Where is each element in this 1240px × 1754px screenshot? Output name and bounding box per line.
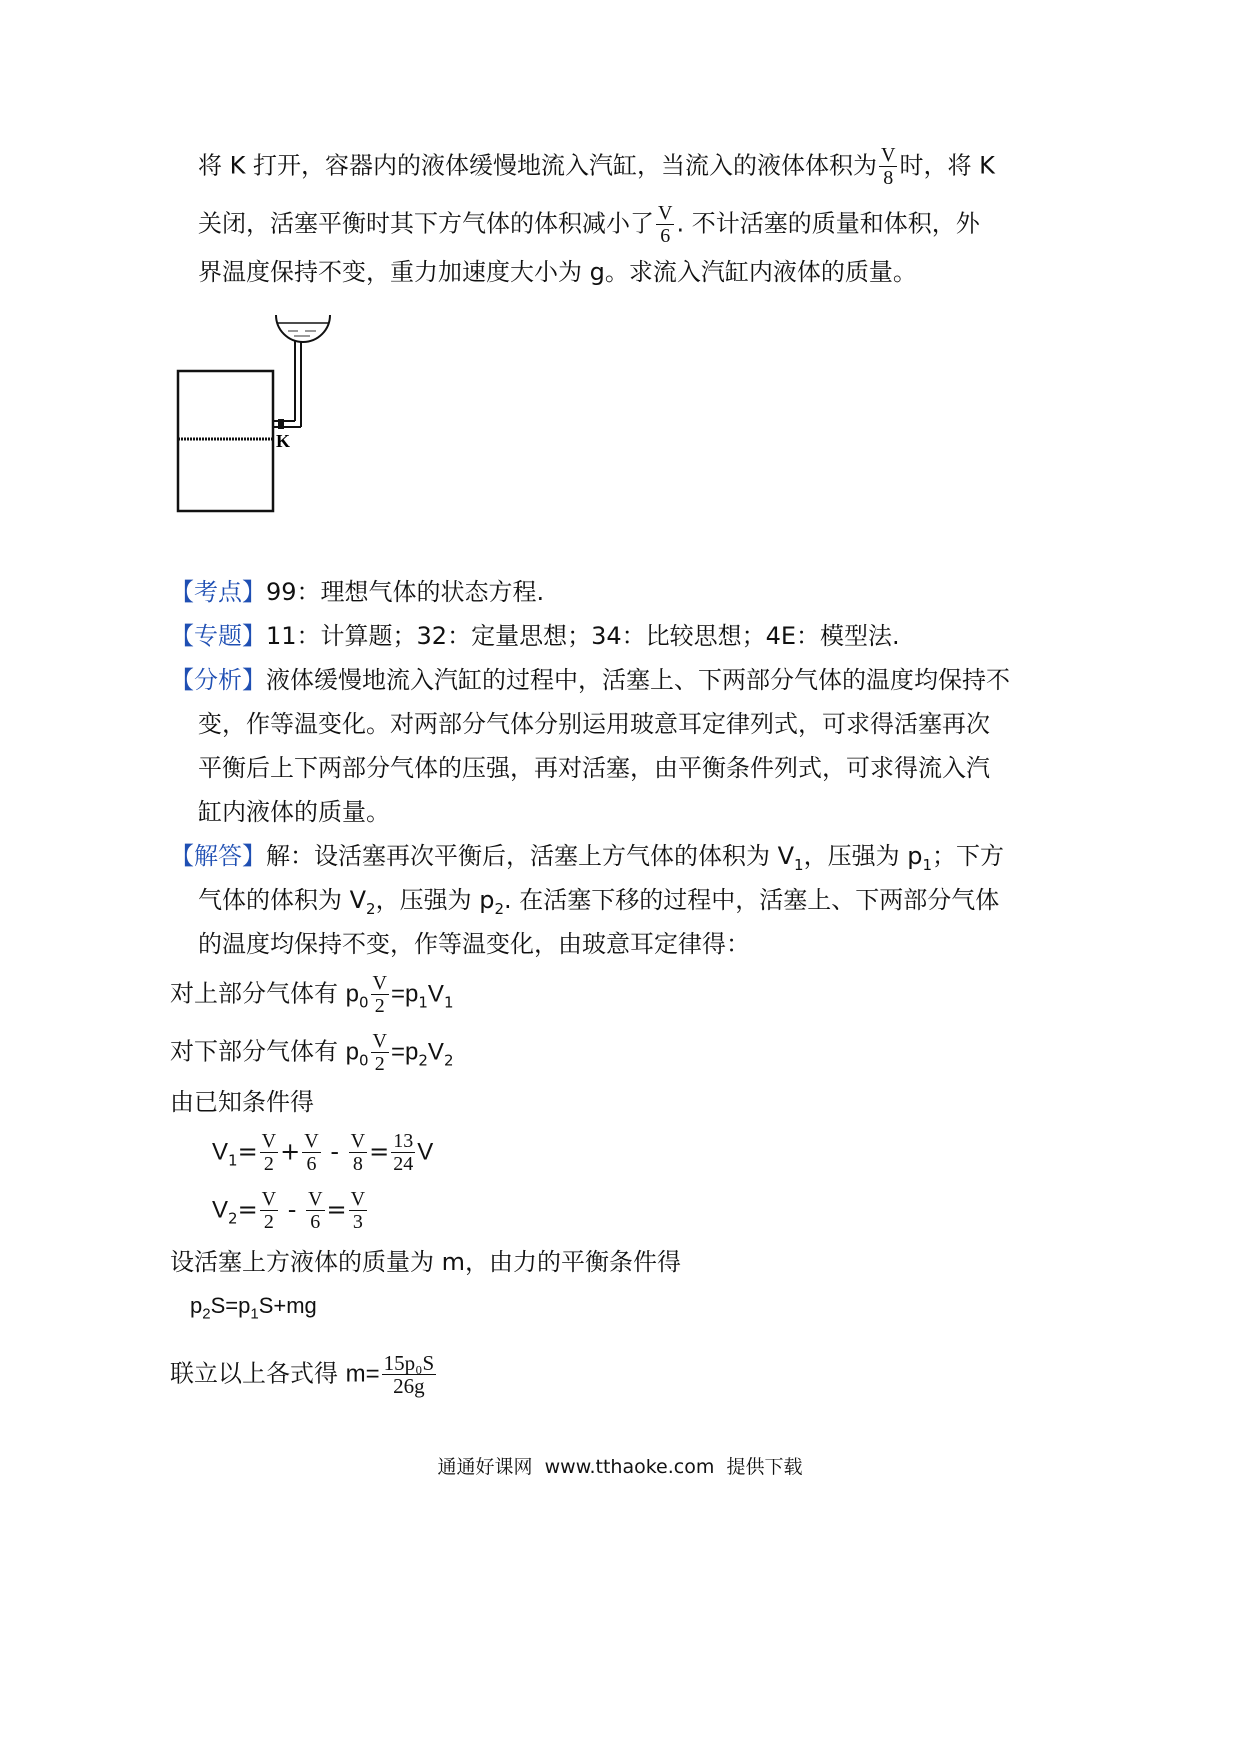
eq-text: - (287, 1195, 297, 1224)
problem-text: 关闭，活塞平衡时其下方气体的体积减小了 (198, 209, 654, 238)
subscript: 2 (443, 1051, 454, 1070)
problem-line-2 (198, 202, 980, 247)
frac-num: V (658, 202, 673, 224)
eq-label: 联立以上各式得 (170, 1359, 338, 1388)
fraction (260, 1188, 278, 1233)
subscript: 1 (418, 993, 428, 1012)
eq-text: =p (391, 980, 419, 1008)
kaodian-tag: 【考点】 (170, 578, 266, 606)
eq-text: p (345, 980, 359, 1008)
fraction (306, 1188, 324, 1233)
frac-den: 24 (393, 1153, 414, 1175)
frac-num: V (372, 1030, 387, 1052)
fraction-v-6 (656, 202, 674, 247)
balance-equation (190, 1292, 317, 1328)
result-equation (170, 1352, 438, 1397)
jieda-line-2 (198, 886, 999, 923)
cylinder (178, 371, 273, 511)
fenxi-tag: 【分析】 (170, 666, 266, 694)
fenxi-line-2: 变，作等温变化。对两部分气体分别运用玻意耳定律列式，可求得活塞再次 (198, 710, 990, 738)
fraction (371, 972, 389, 1017)
jieda-row (170, 842, 1004, 879)
jieda-line-3: 的温度均保持不变，作等温变化，由玻意耳定律得： (198, 930, 750, 958)
subscript: 1 (250, 1305, 259, 1323)
subscript: 0 (359, 1051, 369, 1070)
frac-num: V (350, 1130, 366, 1152)
jieda-tag: 【解答】 (170, 842, 266, 870)
frac-den: 2 (374, 995, 385, 1017)
frac-den: 8 (883, 167, 894, 189)
eq-text: V (212, 1196, 229, 1224)
fraction (382, 1352, 437, 1397)
jieda-text: ，压强为 p (375, 886, 495, 914)
problem-text: . 不计活塞的质量和体积，外 (676, 209, 980, 238)
jieda-text: . 在活塞下移的过程中，活塞上、下两部分气体 (504, 886, 1000, 914)
frac-den: 8 (352, 1153, 363, 1175)
problem-line-1 (198, 144, 995, 189)
subscript: 2 (366, 899, 376, 918)
jieda-text: ；下方 (932, 842, 1005, 870)
eq-text: V (427, 1038, 444, 1066)
eq-text: V (417, 1138, 434, 1166)
footer: 通通好课网 www.tthaoke.com 提供下载 (437, 1456, 803, 1478)
fraction (371, 1030, 389, 1075)
fenxi-row (170, 666, 1010, 694)
frac-num: V (372, 972, 387, 994)
frac-den: 6 (660, 225, 671, 247)
subscript: 2 (418, 1051, 428, 1070)
fraction (391, 1130, 415, 1175)
eq-text: =p (391, 1038, 419, 1066)
fenxi-line-3: 平衡后上下两部分气体的压强，再对活塞，由平衡条件列式，可求得流入汽 (198, 754, 990, 782)
fraction (349, 1188, 367, 1233)
frac-num: 13 (393, 1130, 414, 1152)
known-conditions: 由已知条件得 (170, 1088, 314, 1116)
frac-num: V (881, 144, 896, 166)
problem-text: 将 K 打开，容器内的液体缓慢地流入汽缸，当流入的液体体积为 (198, 151, 877, 180)
jieda-text: 气体的体积为 V (198, 886, 367, 914)
subscript: 1 (443, 993, 454, 1012)
frac-den: 6 (310, 1211, 321, 1233)
zhuanti-row (170, 622, 900, 650)
problem-line-3: 界温度保持不变，重力加速度大小为 g。求流入汽缸内液体的质量。 (198, 258, 917, 286)
funnel-bowl (276, 315, 330, 342)
frac-num: V (350, 1188, 366, 1210)
fenxi-text: 液体缓慢地流入汽缸的过程中，活塞上、下两部分气体的温度均保持不 (266, 666, 1010, 694)
zhuanti-text: 11：计算题；32：定量思想；34：比较思想；4E：模型法. (266, 622, 900, 650)
frac-den: 3 (352, 1211, 363, 1233)
jieda-text: ，压强为 p (803, 842, 923, 870)
frac-den: 2 (263, 1211, 274, 1233)
fraction (349, 1130, 367, 1175)
equation-upper-gas (170, 972, 453, 1017)
eq-text: p (190, 1293, 203, 1318)
fraction (302, 1130, 320, 1175)
zhuanti-tag: 【专题】 (170, 622, 266, 650)
eq-text: p (345, 1038, 359, 1066)
eq-text: = (369, 1137, 390, 1166)
jieda-text: 解：设活塞再次平衡后，活塞上方气体的体积为 V (266, 842, 795, 870)
frac-num: V (261, 1188, 277, 1210)
eq-text: V (427, 980, 444, 1008)
subscript: 2 (228, 1209, 238, 1228)
frac-den: 6 (306, 1153, 317, 1175)
eq-text: S+mg (258, 1293, 317, 1318)
fraction (260, 1130, 278, 1175)
kaodian-text: 99：理想气体的状态方程. (266, 578, 545, 606)
frac-den: 2 (374, 1053, 385, 1075)
frac-num: 15p₀S (383, 1351, 435, 1375)
frac-num: V (304, 1130, 319, 1152)
eq-text: = (237, 1195, 258, 1224)
eq-text: S=p (210, 1293, 251, 1318)
eq-text: = (237, 1137, 258, 1166)
kaodian-row (170, 578, 544, 606)
subscript: 1 (228, 1151, 238, 1170)
subscript: 2 (202, 1305, 211, 1323)
valve-label: K (276, 431, 291, 451)
eq-text: m= (345, 1360, 380, 1388)
subscript: 1 (794, 855, 804, 874)
eq-text: + (280, 1137, 301, 1166)
eq-text: V (212, 1138, 229, 1166)
subscript: 1 (922, 855, 933, 874)
subscript: 2 (494, 899, 505, 918)
equation-v2 (212, 1188, 369, 1233)
mass-line: 设活塞上方液体的质量为 m，由力的平衡条件得 (170, 1248, 682, 1276)
frac-den: 2 (263, 1153, 274, 1175)
frac-den: 26g (393, 1374, 425, 1398)
eq-label: 对上部分气体有 (170, 979, 338, 1008)
eq-text: = (326, 1195, 347, 1224)
frac-num: V (308, 1188, 323, 1210)
equation-lower-gas (170, 1030, 453, 1075)
frac-num: V (261, 1130, 277, 1152)
equation-v1 (212, 1130, 433, 1175)
problem-text: 时，将 K (899, 151, 995, 180)
eq-text: - (330, 1137, 339, 1166)
eq-label: 对下部分气体有 (170, 1037, 338, 1066)
fenxi-line-4: 缸内液体的质量。 (198, 798, 390, 826)
valve (278, 419, 284, 429)
fraction-v-8 (879, 144, 897, 189)
cylinder-figure (170, 305, 350, 520)
subscript: 0 (359, 993, 369, 1012)
